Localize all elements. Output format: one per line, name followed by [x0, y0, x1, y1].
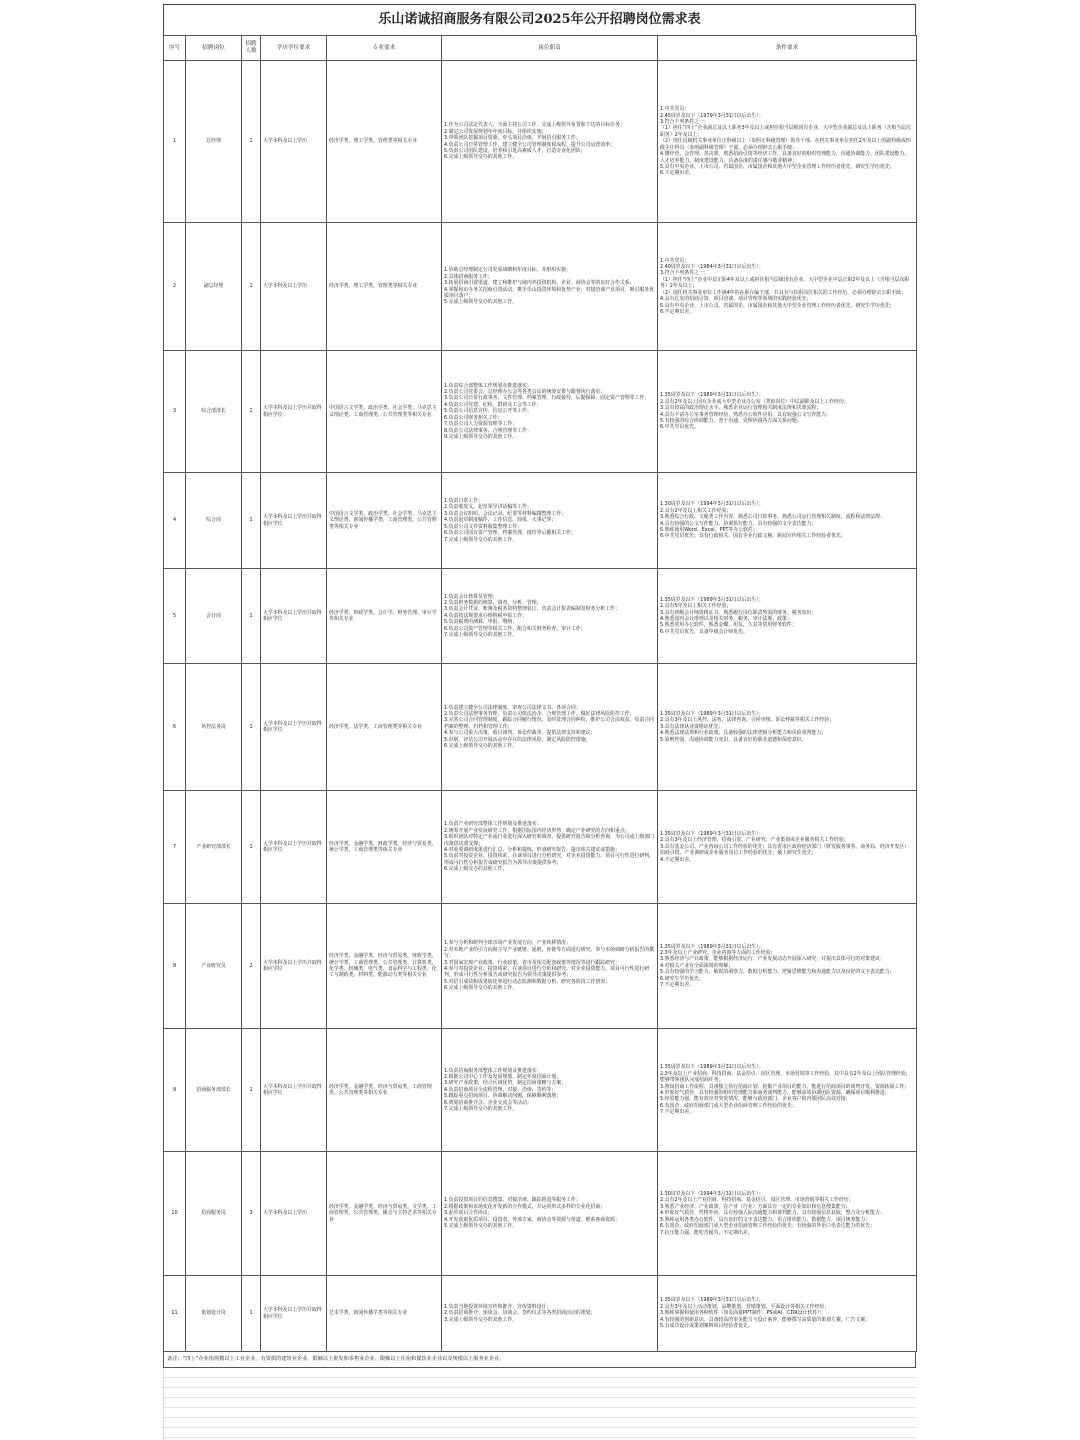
condition-line: 1.35周岁及以下（1989年3月31日以后出生）；: [660, 943, 764, 950]
major-requirement: 经济学类、金融学类、经济与贸易类、文学类、工商管理类、公共管理类、播音与主持艺术等相关专业: [327, 1152, 442, 1276]
condition-line: 5.原则性强，沟通协调能力突出，具备良好的职业道德和保密意识。: [660, 736, 807, 743]
duty-line: 5.负责对投资企业、投资线索、在谈项目进行分析研究，对企业投资能力、项目可行性进行研判，形成可行性分析报告或研究报告为领导决策提供参考；: [444, 853, 655, 866]
duties-cell: [442, 1152, 658, 1276]
condition-line: 1.中共党员；: [660, 106, 690, 113]
education-requirement: 大学本科及以上学历: [261, 61, 327, 223]
conditions-cell: [658, 61, 917, 223]
condition-line: 1.35周岁及以下（1989年3月31日以后出生）；: [660, 830, 764, 837]
duty-line: 2.负责公司法律事务管理，负责公司依法治企、合规管理工作，做好法律风险防控工作；: [444, 710, 635, 717]
duties-cell: [442, 904, 658, 1029]
sheet-title: 乐山诺诚招商服务有限公司2025年公开招聘岗位需求表: [163, 4, 916, 35]
post-name: 总经理: [186, 61, 242, 223]
post-name: 会计岗: [186, 569, 242, 664]
headcount: 1: [242, 351, 261, 473]
condition-line: 2.具有3年及以上经济管理、招商引资、产业研究、产业策划或企业服务相关工作经验；: [660, 837, 849, 844]
condition-line: 4.形象好气质佳，性格外向，具有较强人际沟通能力和谈判能力，具有较强信息获取、整合及分析能力；: [660, 1210, 885, 1217]
header-row: [164, 36, 917, 61]
duty-line: 6.负责公司财务相关工作；: [444, 414, 503, 421]
headcount: 3: [242, 1152, 261, 1276]
condition-line: 6.不定期出差。: [660, 308, 695, 315]
duty-line: 1.负责会计核算及管理；: [444, 593, 498, 600]
table-row: [164, 223, 917, 351]
duty-line: 1.负责产业研究部整体工作规划及推进落实；: [444, 821, 542, 828]
condition-line: 6.有国企、政府招商部门或大型企业招商管理工作经验的优先；: [660, 1102, 797, 1109]
duty-line: 4.负责起草制度稿件、工作信息、简报、大事记等；: [444, 517, 557, 524]
condition-line: 4.熟悉国内会计准则以及相关财务、税务、审计法规、政策；: [660, 616, 792, 622]
row-number: 6: [164, 664, 186, 791]
headcount: 1: [242, 664, 261, 791]
duty-line: 1.作为公司法定代表人，全面主持公司工作，完成上级领导布置和下达的目标任务；: [444, 122, 625, 129]
education-requirement: 大学本科及以上学历: [261, 1152, 327, 1276]
duty-line: 2.负责收发文、起草领导讲话稿等工作；: [444, 504, 532, 511]
condition-line: 2.具有3年及以上风控、法务、法律咨询、合同审核、诉讼仲裁等相关工作经验；: [660, 717, 835, 724]
major-requirement: 经济学类、理工学类、管理类等相关专业: [327, 223, 442, 351]
duty-line: 4.负责公司日常管理工作，建立健全公司管理制度和流程，提升公司运营效率；: [444, 141, 615, 148]
conditions-cell: [658, 351, 917, 473]
condition-line: 6.不定期出差。: [660, 170, 695, 177]
duty-line: 3.组织团队对特定产业或行业进行深入研究和调查，提供研究报告和分析咨询，为公司或上级部门决策供决策支撑；: [444, 834, 655, 847]
duty-line: 2.负责招商推介、座谈会、恳谈会、签约仪式等各类招商活动的策划；: [444, 1310, 596, 1317]
row-number: 9: [164, 1029, 186, 1152]
condition-line: 1.35周岁及以下（1989年3月31日以后出生）；: [660, 710, 764, 717]
table-row: [164, 664, 917, 791]
duty-line: 2.根据公司中心工作及发展规划，制定年度招商计划；: [444, 1073, 562, 1080]
condition-line: 1.35周岁及以下（1989年3月31日以后出生）；: [660, 392, 764, 399]
duty-line: 5.负责公司文件资料收集整理工作；: [444, 523, 523, 530]
duty-line: 6.完成上级领导交办的其他工作。: [444, 985, 518, 992]
table-row: [164, 569, 917, 664]
condition-line: 1.30周岁及以下（1994年3月31日以后出生）；: [660, 1191, 764, 1198]
duty-line: 3.完成上级领导交办的其他工作。: [444, 1316, 518, 1323]
duties-cell: [442, 1029, 658, 1152]
duty-line: 5.完成上级领导交办的其他工作。: [444, 299, 518, 306]
duty-line: 5.识别、评估公司开展活动中存在的法律风险，制定风险防控措施；: [444, 736, 591, 743]
duty-line: 6.完成上级领导交办的其他工作。: [444, 154, 518, 161]
duty-line: 1.负责投资项目的信息搜集、对接洽谈、跟踪推进等服务工作；: [444, 1197, 581, 1204]
condition-line: 5.具有较强的学习能力、敏锐的洞察力、数据分析能力、逻辑思维能力和沟通能力以及良好的文字表达能力；: [660, 969, 895, 976]
condition-line: 7.不定期出差。: [660, 1109, 695, 1116]
duty-line: 6.策划招商推介会、企业交流会等活动；: [444, 1099, 532, 1106]
table-row: [164, 791, 917, 904]
condition-line: 3.具有初级会计师资格证书，熟悉履行岗位职责所需的财务、税务知识；: [660, 609, 817, 616]
headcount: 1: [242, 223, 261, 351]
education-requirement: 大学本科及以上学历并取得相应学位: [261, 904, 327, 1029]
major-requirement: 中国语言文学类、政治学类、社会学类、马克思主义理论类、工商管理类、公共管理类等相关专业: [327, 351, 442, 473]
condition-line: 3.具有较高的政治理论水平，熟悉企业运行管理相关制度法规和决策流程；: [660, 405, 822, 412]
education-requirement: 大学本科及以上学历并取得相应学位: [261, 473, 327, 569]
table-row: [164, 61, 917, 223]
condition-line: 5.熟练使用Word、Excel、PPT等办公软件；: [660, 526, 758, 533]
header-duties: 岗位职责: [442, 36, 658, 61]
duty-line: 2.对本地产业的引力向和主导产业链链、延链、补链等方面进行研究，参与市场调研分析报告的撰写；: [444, 946, 655, 960]
condition-line: （1）担任“四上”企业中层正职4年及以上或担任相当层级国有企业、大中型企业中层正职2年及以上（含相当层次职务）2年及以上；: [660, 276, 910, 290]
duty-line: 3.完善公司合同管理制度，跟踪合同履行情况，及时处理合同纠纷，维护公司合法权益，负责合同档案的整理、归档和管理工作；: [444, 717, 655, 730]
education-requirement: 大学本科及以上学历并取得相应学位: [261, 1276, 327, 1352]
duty-line: 1.协助总经理制定公司发展战略和年度目标，并组织实施；: [444, 267, 571, 274]
duties-cell: [442, 473, 658, 569]
condition-line: 2.45周岁及以下（1979年3月31日以后出生）；: [660, 112, 764, 119]
post-name: 招商服务岗: [186, 1152, 242, 1276]
condition-line: 4.有较强的创新意识，具备较高的审美能力与设计素养，能够撰写高质量的策划方案、广告文案；: [660, 1316, 871, 1323]
header-major: 专业要求: [327, 36, 442, 61]
condition-line: 5.具有中央企业、上市公司、省属国企、市属国企和其他大中型企业管理工作经历者优先，研究生学历优先；: [660, 163, 895, 170]
conditions-cell: [658, 473, 917, 569]
header-no: 序号: [164, 36, 186, 61]
education-requirement: 大学本科及以上学历并取得相应学位: [261, 664, 327, 791]
duty-line: 7.完成上级领导交办的其他工作。: [444, 632, 518, 639]
condition-line: 1.35周岁及以下（1989年3月31日以后出生）；: [660, 1297, 764, 1304]
condition-line: 1.35周岁及以下（1989年3月31日以后出生）；: [660, 596, 764, 603]
duties-cell: [442, 1276, 658, 1352]
education-requirement: 大学本科及以上学历并取得相应学位: [261, 1029, 327, 1152]
condition-line: 4.具有扎实的招商引资、项目洽谈、项目管理等领域的实践经验优先；: [660, 296, 812, 303]
conditions-cell: [658, 791, 917, 904]
duties-cell: [442, 791, 658, 904]
row-number: 2: [164, 223, 186, 351]
duty-line: 2.负责财务数据的核算、调查、分析、管理；: [444, 599, 542, 606]
condition-line: 2.具有2年及以上国有企业或大中型企业办公室（类似岗位）中层副职及以上工作经历；: [660, 398, 849, 405]
duty-line: 7.负责公司人力资源管理等工作；: [444, 421, 518, 428]
duty-line: 3.起草项目合作协议；: [444, 1210, 493, 1217]
condition-line: 3.符合下列条件之一：: [660, 119, 709, 126]
condition-line: 1.中共党员；: [660, 257, 690, 264]
post-name: 招商服务部部长: [186, 1029, 242, 1152]
condition-line: （2）现任县级机关事业单位正科级以上（参照正科级管理）领导干部、在机关事业单位担任2年及以上的副科级或四级主任科员（参照副科级管理）干部，必须办理辞去公职手续；: [660, 138, 911, 151]
duty-line: 4.对重要调研成果进行汇总、分析和提炼，形成研究报告，提出相关建议或措施；: [444, 847, 620, 853]
duty-line: 5.负责税费的测算、申报、缴纳；: [444, 619, 518, 626]
conditions-cell: [658, 569, 917, 664]
condition-line: 5.经验能力强，能有效应对突发情况，能够与政府部门、企业客户和内部团队高效对接；: [660, 1096, 851, 1103]
post-name: 综合岗: [186, 473, 242, 569]
condition-line: 2.具有3年及以上活动策划、品牌策划、营销策划、平面设计等相关工作经验；: [660, 1303, 830, 1310]
table-row: [164, 904, 917, 1029]
major-requirement: 经济学类、法学类、工商管理类等相关专业: [327, 664, 442, 791]
condition-line: 2.具有5年及以上相关工作经验；: [660, 603, 732, 610]
conditions-cell: [658, 1276, 917, 1352]
duty-line: 4.掌握和市办务关招商引资活动，携手乐山投资环境和优势产业，对接洽谈产业项目，吸引服务优质项目落户；: [444, 286, 655, 299]
condition-line: 4.对相关产业有全面深刻的理解；: [660, 962, 734, 969]
condition-line: 5.具有中央企业、上市公司、省属国企、市属国企和其他大中型企业管理工作经历者优先，研究生学历优先；: [660, 302, 895, 309]
duty-line: 1.参与分析和研判全球市场产业发展方向、产业转移情况；: [444, 940, 571, 947]
header-count: 招聘人数: [242, 36, 261, 61]
condition-line: 6.有国企、政府招商部门或大型企业招商管理工作经验的优先；有较强的外语口语表达能力的优先；: [660, 1223, 875, 1230]
row-number: 3: [164, 351, 186, 473]
conditions-cell: [658, 223, 917, 351]
condition-line: 4.具有丰富办公室事务管理经验，熟悉办公软件应用，具有较强公文写作能力；: [660, 411, 831, 418]
condition-line: 4.形象好气质佳，具有较强的组织管理能力和商务谈判能力，能够高效协调团队资源，确保项目顺利推进；: [660, 1090, 890, 1096]
duties-cell: [442, 61, 658, 223]
duty-line: 6.负责公司资产管理等相关工作，配合相关财务检查、审计工作；: [444, 625, 586, 632]
row-number: 1: [164, 61, 186, 223]
duty-line: 4.负责公司党建、纪检、群团及工会等工作；: [444, 401, 542, 408]
row-number: 8: [164, 904, 186, 1029]
condition-line: 2.3年及以上产业招商、科技招商、基金招引、园区管理、市场营销等工作经验，其中具有2年及以上团队管理经验；能够带领团队完成招商任务；: [660, 1070, 911, 1084]
conditions-cell: [658, 1029, 917, 1152]
condition-line: 3.具有基金公司、产业咨询公司工作经验的优先；具有省市区政府经济部门（财发服务事务、商务局、经济开发区）招商引资、产业调研或企业服务岗位工作经验的优先；硕士研究生优先；: [660, 843, 910, 857]
condition-line: 3.熟悉产业经济、产业政策，在产业（行业）方面具有一定的专业知识和信息搜集能力；: [660, 1203, 851, 1210]
duty-line: 2.具体招商服务工作；: [444, 273, 493, 280]
duty-line: 4.开发获取优质项目、投资者、外部专家、商协会等资源与渠道，维系客商资源；: [444, 1216, 620, 1223]
duty-line: 6.完成上级领导交办的其他工作。: [444, 743, 518, 750]
table-row: [164, 473, 917, 569]
duty-line: 1.负责综合部整体工作规划及推进落实；: [444, 382, 532, 389]
duty-line: 6.负责公司国有资产管理、档案管理、接待等后勤相关工作；: [444, 530, 576, 537]
duty-line: 1.负责建立健全公司法律制度，审查公司法律文书、各项合同；: [444, 704, 581, 711]
condition-line: 4.不定期出差。: [660, 856, 695, 863]
duty-line: 2.根据政策和市场变化开发新的合作模式，并运用形式多样的专业化招商；: [444, 1203, 606, 1210]
header-education: 学历学位要求: [261, 36, 327, 61]
duty-line: 7.完成上级领导交办的其他工作。: [444, 536, 518, 543]
duty-line: 4.负责招商项目全流程管理，对接、洽谈、签约等；: [444, 1086, 557, 1093]
education-requirement: 大学本科及以上学历并取得相应学位: [261, 569, 327, 664]
row-number: 10: [164, 1152, 186, 1276]
condition-line: 3.符合下列条件之一：: [660, 270, 709, 277]
condition-line: 2.具有2年及以上相关工作经验；: [660, 507, 732, 514]
condition-line: 6.中共党员优先，具备中级会计师优先。: [660, 628, 748, 635]
major-requirement: 经济学类、金融学类、财政学类、经济与贸易类、统计学类、工商管理类等相关专业: [327, 791, 442, 904]
condition-line: 3.熟练掌握和使用各种软件（如页面量PPT制作、PS或AI、CDR设计软件）；: [660, 1310, 825, 1317]
duty-line: 4.参与公司重大决策、收目谈判、诉讼仲裁等，提供法律支持和建议；: [444, 730, 596, 737]
duty-line: 3.负责会议组织、会议记录、纪要等材料编撰整理工作；: [444, 510, 567, 517]
duty-line: 4.参与对投资企业、投资线索、在谈项目进行分析和研究，对企业投资能力、项目可行性进行研判，形成可行性分析报告或研究报告为领导决策提供参考；: [444, 966, 650, 979]
condition-line: 6.中共党员优先。: [660, 424, 699, 431]
duties-cell: [442, 223, 658, 351]
duty-line: 3.带领团队挖掘项目资源，牵头项目洽谈、开展招引服务工作；: [444, 135, 581, 142]
post-name: 风控法务岗: [186, 664, 242, 791]
headcount: 1: [242, 1276, 261, 1352]
row-number: 11: [164, 1276, 186, 1352]
footnote: 备注：“四上”企业指规模以上工业企业、有资质的建筑业企业、限额以上批发和零售业企业、限额以上住宿和餐饮业企业以及规模以上服务业企业。: [163, 1352, 916, 1368]
table-row: [164, 351, 917, 473]
condition-line: （1）担任“四上”企业副总及以上职务3年及以上或担任相当层级国有企业、大中型企业副总及以上职务（含相当层次职务）2年及以上；: [660, 125, 911, 138]
row-number: 7: [164, 791, 186, 904]
condition-line: 3.熟悉经济与产业政策，能够根据经济运行、产业发展动态开展深入研究，并提出具体可行的对策建议；: [660, 956, 885, 963]
major-requirement: 中国语言文学类、政治学类、社会学类、马克思主义理论类、新闻传播学类、工商管理类、公共管理类等相关专业: [327, 473, 442, 569]
major-requirement: 经济学类、财政学类、会计学、财务管理、审计学等相关专业: [327, 569, 442, 664]
duties-cell: [442, 664, 658, 791]
post-name: 产业研究部部长: [186, 791, 242, 904]
condition-line: 5.有较强的综合协调能力，善于沟通、处理协调各方面关系问题；: [660, 417, 802, 424]
duty-line: 3.研究产业政策，结合区域优势，制定招商策略与方案；: [444, 1080, 567, 1087]
condition-line: 4.具有较强的公文写作能力，协调执行能力，具有较强的文字表达能力；: [660, 520, 817, 527]
conditions-cell: [658, 1152, 917, 1276]
duty-line: 5.负责公司信息宣传、信息公开等工作；: [444, 408, 532, 415]
conditions-cell: [658, 664, 917, 791]
duty-line: 5.对招引成效和成果转化率进行动态监测和数据分析，研究各阶段工作情况；: [444, 978, 611, 985]
condition-line: 2.具有2年及以上产业招商、科技招商、基金招引、园区管理、市场营销等相关工作经历；: [660, 1197, 854, 1204]
condition-line: 4.懂经营、会管理、善决策，熟悉招商引资等经济工作，具备良好的组织管理能力、沟通协调能力、团队建设能力、人才培养能力，制度建设能力，具备高度的责任感与敬业精神；: [660, 151, 910, 164]
duty-line: 2.负责公司党委会、总经理办公会等各类会议的统筹安排与跟督执行落实；: [444, 389, 606, 396]
education-requirement: 大学本科及以上学历并取得相应学位: [261, 351, 327, 473]
duty-line: 5.跟踪重点招商项目，协调解决问题，保障顺利落地；: [444, 1093, 562, 1100]
condition-line: 4.熟悉法律法规和行业政策，具备较强的法律逻辑分析能力和风险预判能力；: [660, 730, 827, 737]
duty-line: 8.负责公司法律事务、合规管理等工作；: [444, 427, 532, 434]
duty-line: 1.负责日常工作；: [444, 498, 483, 505]
condition-line: （2）现任机关事业单位工作满4年的在职在编干部，并具有与任职岗位相关的工作经历，必须办理辞去公职手续；: [660, 289, 906, 296]
table-row: [164, 1152, 917, 1276]
job-requirements-sheet: [163, 4, 916, 1440]
duty-line: 3.拓展招商引资渠道，建立和维护与域内外投资机构、企业、商协会等的良好合作关系；: [444, 280, 635, 287]
condition-line: 3.熟知招商工作流程，具备独立执行招商计划、挖掘产业项目的能力，能进行招商项目的谈判开发、资源拓展工作；: [660, 1083, 910, 1090]
condition-line: 3.具有法律从业资格证优先；: [660, 723, 724, 730]
duty-line: 2.制定公司发展规划年年度目标，并组织实施；: [444, 128, 547, 135]
post-name: 副总经理: [186, 223, 242, 351]
condition-line: 7.不定期出差。: [660, 982, 695, 989]
major-requirement: 经济学类、理工学类、管理类等相关专业: [327, 61, 442, 223]
post-name: 策划设计岗: [186, 1276, 242, 1352]
duty-line: 5.负责公司团队建设，培养和引进高素质人才，打造专业化团队；: [444, 147, 586, 154]
duties-cell: [442, 351, 658, 473]
condition-line: 6.中共党员优先；具有行政相关、国有企业行政文秘、新闻宣传相关工作经验者优先。: [660, 533, 846, 540]
duty-line: 2.统筹开展产业发展研究工作，根据国际国内经济形势，确定产业研究的方向和重点；: [444, 827, 630, 834]
headcount: 1: [242, 1029, 261, 1152]
condition-line: 6.研究生学历优先；: [660, 975, 704, 982]
duty-line: 3.负责公司日常行政事务、文件管理、档案管理、行政接待、后勤保障、固定资产管理等工作；: [444, 395, 650, 402]
condition-line: 1.30周岁及以下（1994年3月31日以后出生）；: [660, 501, 764, 508]
post-name: 产业研究员: [186, 904, 242, 1029]
condition-line: 5.有成功设计或策划案例项目经验者优先。: [660, 1323, 753, 1330]
conditions-cell: [658, 904, 917, 1029]
condition-line: 3.熟悉综合行政、文秘类工作内容，熟悉公司日常事务，熟悉公司运行管理相关制度、流程和法律法规；: [660, 514, 885, 521]
condition-line: 1.35周岁及以下（1989年3月31日以后出生）；: [660, 1064, 764, 1071]
table-row: [164, 1276, 917, 1352]
headcount: 1: [242, 791, 261, 904]
post-name: 综合部部长: [186, 351, 242, 473]
duty-line: 9.完成上级领导交办的其他工作。: [444, 433, 518, 440]
condition-line: 5.熟悉常用办公软件，熟悉金蝶、用友、久其等常用财务软件；: [660, 622, 797, 629]
duty-line: 5.完成上级领导交办的其他工作。: [444, 1223, 518, 1230]
row-number: 5: [164, 569, 186, 664]
duty-line: 6.完成上级交办的其他工作。: [444, 866, 508, 873]
header-conditions: 条件要求: [658, 36, 917, 61]
table-row: [164, 1029, 917, 1152]
headcount: 1: [242, 473, 261, 569]
requirements-table: [163, 35, 917, 1352]
condition-line: 2.40周岁及以下（1984年3月31日以后出生）；: [660, 264, 764, 271]
education-requirement: 大学本科及以上学历并取得相应学位: [261, 791, 327, 904]
duty-line: 1.负责当地投资环境宣传和推介，宣传资料设计；: [444, 1303, 552, 1310]
duties-cell: [442, 569, 658, 664]
condition-line: 5.熟练运用各类办公软件，具有良好的文字表达能力、语言组织能力、数据能力、项目统筹能力；: [660, 1216, 871, 1223]
duty-line: 1.负责招商服务部整体工作规划及推进落实；: [444, 1067, 542, 1074]
condition-line: 7.抗压能力强，能吃苦耐劳、不定期出差。: [660, 1229, 753, 1236]
major-requirement: 艺术学类、新闻传播学类等相关专业: [327, 1276, 442, 1352]
duty-line: 4.负责按法规要求办理纳税申报工作；: [444, 612, 527, 619]
major-requirement: 经济学类、金融学类、经济与贸易类、工商管理类、公共管理类等相关专业: [327, 1029, 442, 1152]
condition-line: 2.3年及以上产业研究、企业咨询等方面的工作经验；: [660, 949, 776, 956]
empty-spreadsheet-rows: [163, 1368, 916, 1440]
education-requirement: 大学本科及以上学历: [261, 223, 327, 351]
major-requirement: 经济学类、金融学类、经济与贸易类、财政学类、统计学类、工商管理类、公共管理类、计算机类、化学类、机械类、电气类、食品科学与工程类、化工与制药类、材料类、能源动力类等相关专业: [327, 904, 442, 1029]
headcount: 1: [242, 569, 261, 664]
row-number: 4: [164, 473, 186, 569]
header-post: 招聘岗位: [186, 36, 242, 61]
duty-line: 3.对国家宏观产业政策、行业政策、省市及相关配套政策等情况等进行跟踪研究；: [444, 959, 620, 966]
duty-line: 3.负责会计凭证、账簿及税务资料整理装订，负责会计报表编制及财务分析工作；: [444, 606, 620, 613]
headcount: 1: [242, 61, 261, 223]
headcount: 2: [242, 904, 261, 1029]
duty-line: 7.完成上级领导交办的其他工作。: [444, 1106, 518, 1113]
